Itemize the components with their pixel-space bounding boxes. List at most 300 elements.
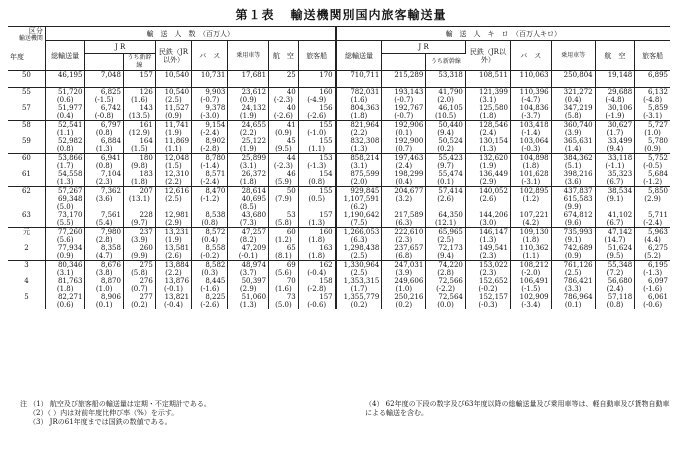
value-cell <box>269 244 299 261</box>
value-cell <box>595 277 635 293</box>
table-row <box>8 227 670 244</box>
growth-rate: (9.9) <box>564 202 582 211</box>
growth-rate: (1.8) <box>239 177 257 186</box>
year-cell: 61 <box>8 170 45 187</box>
value: 74,220 <box>438 260 463 269</box>
value-cell <box>426 244 466 261</box>
value: 157 <box>319 210 333 219</box>
growth-rate: (1.3) <box>95 144 113 153</box>
value-cell <box>269 87 299 104</box>
growth-rate: (9.1) <box>606 194 624 203</box>
growth-rate: (1.9) <box>239 144 257 153</box>
table-row <box>8 211 670 228</box>
growth-rate: (7.9) <box>275 194 292 203</box>
value-cell <box>595 71 635 88</box>
value-cell <box>123 104 155 121</box>
table-row <box>8 104 670 121</box>
value-cell <box>595 260 635 277</box>
col-minntetsu-1: 民鉄（JR以外） <box>155 41 191 71</box>
value-cell <box>465 211 510 228</box>
growth-rate: (2.4) <box>479 128 497 137</box>
growth-rate: (5.6) <box>275 268 292 277</box>
growth-rate: (9.8) <box>131 161 148 170</box>
value-cell <box>426 293 466 309</box>
growth-rate: (-1.5) <box>94 95 114 104</box>
growth-rate: (2.3) <box>479 268 497 277</box>
value: 276 <box>139 276 153 285</box>
value: 163 <box>319 243 333 252</box>
value-cell <box>635 260 670 277</box>
growth-rate: (-2.6) <box>200 300 220 309</box>
value: 156 <box>319 103 333 112</box>
value-cell <box>123 137 155 154</box>
growth-rate: (-3.1) <box>521 177 541 186</box>
value: 929,845 1,107,591 <box>343 186 380 203</box>
value-cell <box>192 153 228 170</box>
growth-rate: (8.5) <box>239 202 257 211</box>
value-cell <box>426 186 466 211</box>
value: 160 <box>319 227 333 236</box>
growth-rate: (6.7) <box>606 218 624 227</box>
value-cell <box>228 120 269 137</box>
value: 821,964 <box>350 120 380 129</box>
col-jr-total-2 <box>382 54 426 71</box>
value: 12,616 <box>164 186 190 195</box>
growth-rate: (0.3) <box>201 268 219 277</box>
growth-rate: (1.8) <box>56 284 74 293</box>
value-cell <box>465 170 510 187</box>
value: 33,118 <box>607 153 633 162</box>
value: 13,821 <box>164 292 190 301</box>
value: 57,118 <box>607 292 633 301</box>
value: 144,206 <box>478 210 508 219</box>
year-cell: 57 <box>8 104 45 121</box>
value-cell <box>269 120 299 137</box>
value: 46,195 <box>57 71 83 79</box>
growth-rate: (1.8) <box>350 111 368 120</box>
growth-rate: (2.2) <box>165 268 182 277</box>
value-cell <box>465 186 510 211</box>
growth-rate: (0.6) <box>56 300 74 309</box>
growth-rate: (3.1) <box>56 268 74 277</box>
value: 193,143 <box>394 87 424 96</box>
value-cell <box>298 137 335 154</box>
value: 25 <box>286 71 296 79</box>
growth-rate: (2.6) <box>165 251 182 260</box>
value-cell <box>465 244 510 261</box>
value-cell <box>155 211 191 228</box>
value: 6,797 <box>100 120 121 129</box>
value: 384,362 <box>563 153 593 162</box>
year-cell: 5 <box>8 293 45 309</box>
value: 65,965 <box>438 227 463 236</box>
value: 25,899 <box>241 153 267 162</box>
value-cell <box>510 227 551 244</box>
value-cell <box>155 170 191 187</box>
growth-rate: (3.8) <box>95 268 113 277</box>
growth-rate: (7.3) <box>239 218 257 227</box>
value: 132,620 <box>478 153 508 162</box>
value-cell <box>635 293 670 309</box>
growth-rate: (-1.5) <box>521 284 541 293</box>
value: 160 <box>319 87 333 96</box>
growth-rate: (1.3) <box>308 218 325 227</box>
value-cell <box>426 87 466 104</box>
col-shinkansen-2: うち新幹線 <box>426 54 466 71</box>
value-cell <box>298 260 335 277</box>
value: 204,677 <box>394 186 424 195</box>
growth-rate: (2.5) <box>165 194 182 203</box>
value-cell <box>595 153 635 170</box>
growth-rate: (3.9) <box>564 128 582 137</box>
growth-rate: (9.4) <box>437 128 454 137</box>
value: 192,767 <box>394 103 424 112</box>
value: 13,231 <box>164 227 190 236</box>
value-cell <box>465 87 510 104</box>
value: 30,106 <box>607 103 633 112</box>
growth-rate: (1.5) <box>131 144 148 153</box>
value-cell <box>298 211 335 228</box>
value-cell <box>595 104 635 121</box>
growth-rate: (-0.4) <box>307 268 327 277</box>
value: 50 <box>286 186 296 195</box>
value: 41,790 <box>438 87 463 96</box>
value-cell <box>192 186 228 211</box>
value: 5,780 <box>647 136 668 145</box>
value-cell <box>123 277 155 293</box>
value: 47,142 <box>607 227 633 236</box>
growth-rate: (4.7) <box>95 251 113 260</box>
value-cell <box>192 260 228 277</box>
growth-rate: (-0.2) <box>200 251 220 260</box>
table-row <box>8 260 670 277</box>
table-row <box>8 137 670 154</box>
value: 8,582 <box>205 260 226 269</box>
growth-rate: (7.5) <box>350 218 368 227</box>
value: 110,362 <box>519 243 549 252</box>
growth-rate: (2.9) <box>644 194 661 203</box>
value: 128,546 <box>478 120 508 129</box>
value: 35,323 <box>607 169 633 178</box>
value: 1,266,053 <box>343 227 380 236</box>
value: 158 <box>319 276 333 285</box>
value-cell <box>269 153 299 170</box>
growth-rate: (0.0) <box>437 300 454 309</box>
value: 155 <box>319 136 333 145</box>
value-cell <box>228 260 269 277</box>
value-cell <box>551 186 595 211</box>
value: 198,299 <box>394 169 424 178</box>
value: 5,752 <box>647 153 668 162</box>
growth-rate: (1.0) <box>395 284 413 293</box>
value: 155 <box>319 120 333 129</box>
growth-rate: (5.0) <box>275 300 292 309</box>
value: 13,581 <box>164 243 190 252</box>
value: 5,684 <box>647 169 668 178</box>
value: 1,330,964 <box>343 260 380 269</box>
growth-rate: (1.8) <box>131 177 148 186</box>
value: 215,289 <box>394 71 424 79</box>
growth-rate: (1.9) <box>165 235 182 244</box>
value: 6,195 <box>647 260 668 269</box>
value-cell <box>45 227 85 244</box>
value: 13,884 <box>164 260 190 269</box>
growth-rate: (0.4) <box>564 95 582 104</box>
table-number: 第１表 <box>235 8 275 22</box>
growth-rate: (3.1) <box>239 161 257 170</box>
value-cell <box>382 170 426 187</box>
value: 154 <box>319 169 333 178</box>
value: 72,173 <box>438 243 463 252</box>
value-cell <box>228 293 269 309</box>
table-body <box>8 71 670 309</box>
growth-rate: (12.1) <box>435 218 457 227</box>
growth-rate: (3.1) <box>479 95 497 104</box>
value-cell <box>123 153 155 170</box>
value: 125,580 <box>478 103 508 112</box>
value: 110,396 <box>519 87 549 96</box>
value-cell <box>85 211 123 228</box>
value-cell <box>192 87 228 104</box>
value-cell <box>155 104 191 121</box>
value-cell <box>336 71 382 88</box>
growth-rate: (0.9) <box>564 251 582 260</box>
value: 47,257 <box>241 227 267 236</box>
growth-rate: (-0.3) <box>521 144 541 153</box>
growth-rate: (0.2) <box>131 300 148 309</box>
value-cell <box>298 227 335 244</box>
value: 161 <box>139 120 153 129</box>
value-cell <box>382 260 426 277</box>
value-cell <box>155 87 191 104</box>
value: 7,362 <box>100 186 121 195</box>
growth-rate: (0.9) <box>644 144 661 153</box>
value-cell <box>426 120 466 137</box>
value-cell <box>510 186 551 211</box>
value-cell <box>336 137 382 154</box>
value: 152,652 <box>478 276 508 285</box>
value-cell <box>336 244 382 261</box>
value-cell <box>192 120 228 137</box>
value: 152,157 <box>478 292 508 301</box>
corner-nendo: 年度 <box>10 53 24 61</box>
growth-rate: (-0.7) <box>394 95 414 104</box>
value: 11,869 <box>164 136 190 145</box>
growth-rate: (-0.8) <box>94 111 114 120</box>
growth-rate: (1.7) <box>606 128 624 137</box>
value: 50,524 <box>438 136 463 145</box>
value-cell <box>635 186 670 211</box>
value-cell <box>123 260 155 277</box>
value-cell <box>510 120 551 137</box>
value: 149,541 <box>478 243 508 252</box>
growth-rate: (2.5) <box>350 251 368 260</box>
value: 40 <box>286 87 296 96</box>
growth-rate: (0.6) <box>56 95 74 104</box>
growth-rate: (-2.4) <box>643 218 663 227</box>
value: 804,363 <box>350 103 380 112</box>
corner-kubun: 区分 <box>28 27 43 35</box>
value-cell <box>382 104 426 121</box>
growth-rate: (3.0) <box>479 218 497 227</box>
value: 157 <box>319 292 333 301</box>
value-cell <box>155 153 191 170</box>
corner-header <box>8 27 45 71</box>
growth-rate: (-4.7) <box>521 95 541 104</box>
growth-rate: (2.2) <box>239 128 257 137</box>
growth-rate: (2.5) <box>437 235 454 244</box>
value: 52,982 <box>57 136 83 145</box>
value-cell <box>465 120 510 137</box>
value-cell <box>551 244 595 261</box>
growth-rate: (1.3) <box>56 177 74 186</box>
value-cell <box>635 137 670 154</box>
growth-rate: (0.7) <box>131 284 148 293</box>
value: 29,688 <box>607 87 633 96</box>
value-cell <box>635 277 670 293</box>
col-minntetsu-2: 民鉄（JR以外） <box>465 41 510 71</box>
growth-rate: (5.0) <box>56 202 74 211</box>
value: 250,804 <box>563 71 593 79</box>
growth-rate: (0.9) <box>165 111 182 120</box>
value: 6,884 <box>100 136 121 145</box>
value-cell <box>228 104 269 121</box>
growth-rate: (1.7) <box>56 161 74 170</box>
value-cell <box>269 186 299 211</box>
growth-rate: (1.8) <box>522 161 540 170</box>
value-cell <box>228 227 269 244</box>
value: 6,097 <box>647 276 668 285</box>
value: 858,214 <box>350 153 380 162</box>
growth-rate: (9.6) <box>564 218 582 227</box>
value-cell <box>298 277 335 293</box>
value-cell <box>336 186 382 211</box>
growth-rate: (0.9) <box>275 128 292 137</box>
value: 786,421 <box>563 276 593 285</box>
value: 735,993 <box>563 227 593 236</box>
value: 19,148 <box>607 71 633 79</box>
value-cell <box>269 260 299 277</box>
growth-rate: (-4.8) <box>643 95 663 104</box>
growth-rate: (-2.8) <box>307 284 327 293</box>
value-cell <box>123 244 155 261</box>
value: 65 <box>286 243 296 252</box>
growth-rate: (5.5) <box>56 218 74 227</box>
value: 64,350 <box>438 210 463 219</box>
value-cell <box>336 104 382 121</box>
value-cell <box>426 260 466 277</box>
value-cell <box>192 244 228 261</box>
value-cell <box>426 71 466 88</box>
value: 153 <box>319 153 333 162</box>
growth-rate: (2.0) <box>350 177 368 186</box>
value-cell <box>45 71 85 88</box>
value-cell <box>551 87 595 104</box>
value-cell <box>510 277 551 293</box>
note-4: （4） 62年度の下段の数字及び63年度以降の総輸送量及び乗用車等は、軽自動車及び貨物自動車による輸送を含む。 <box>365 400 670 417</box>
value-cell <box>45 120 85 137</box>
growth-rate: (3.6) <box>564 177 582 186</box>
value: 222,610 <box>394 227 424 236</box>
value-cell <box>155 227 191 244</box>
growth-rate: (4.4) <box>644 235 661 244</box>
value: 77,260 <box>57 227 83 236</box>
growth-rate: (-0.5) <box>643 161 663 170</box>
growth-rate: (6.2) <box>350 202 368 211</box>
growth-rate: (13.1) <box>128 194 150 203</box>
value-cell <box>551 153 595 170</box>
value: 24,132 <box>241 103 267 112</box>
value-cell <box>551 227 595 244</box>
value-cell <box>426 104 466 121</box>
value-cell <box>45 277 85 293</box>
value-cell <box>635 71 670 88</box>
value: 7,104 <box>100 169 121 178</box>
value-cell <box>155 293 191 309</box>
year-cell: 59 <box>8 137 45 154</box>
value-cell <box>382 277 426 293</box>
value: 102,895 <box>519 186 549 195</box>
year-cell: 55 <box>8 87 45 104</box>
value: 10,731 <box>200 71 226 79</box>
value: 5,711 <box>647 210 668 219</box>
value-cell <box>269 277 299 293</box>
table-title <box>0 6 682 23</box>
value: 72,564 <box>438 292 463 301</box>
value: 55,423 <box>438 153 463 162</box>
value-cell <box>510 71 551 88</box>
value-cell <box>510 137 551 154</box>
value-cell <box>382 87 426 104</box>
value: 9,903 <box>205 87 226 96</box>
value-cell <box>465 153 510 170</box>
value-cell <box>595 137 635 154</box>
year-cell: 63 <box>8 211 45 228</box>
value-cell <box>551 104 595 121</box>
value: 183 <box>139 169 153 178</box>
value-cell <box>228 186 269 211</box>
growth-rate: (1.8) <box>308 251 325 260</box>
value: 8,558 <box>205 243 226 252</box>
value: 12,981 <box>164 210 190 219</box>
value-cell <box>336 120 382 137</box>
value-cell <box>336 277 382 293</box>
value-cell <box>155 277 191 293</box>
value: 41,102 <box>607 210 633 219</box>
growth-rate: (5.4) <box>95 218 113 227</box>
value: 260 <box>139 243 153 252</box>
growth-rate: (9.5) <box>606 251 624 260</box>
value: 228 <box>139 210 153 219</box>
value-cell <box>45 170 85 187</box>
value-cell <box>465 137 510 154</box>
value: 38,534 <box>607 186 633 195</box>
col-total-2: 総輸送量 <box>336 41 382 71</box>
growth-rate: (14.7) <box>604 235 626 244</box>
value-cell <box>510 260 551 277</box>
growth-rate: (7.2) <box>606 268 624 277</box>
value: 51,977 <box>57 103 83 112</box>
growth-rate: (5.9) <box>275 177 292 186</box>
value-cell <box>123 87 155 104</box>
value-cell <box>123 211 155 228</box>
growth-rate: (-2.4) <box>200 128 220 137</box>
col-air-2: 航 空 <box>595 41 635 71</box>
value-cell <box>45 137 85 154</box>
value: 437,837 615,583 <box>563 186 593 203</box>
growth-rate: (3.1) <box>350 161 368 170</box>
value-cell <box>85 120 123 137</box>
